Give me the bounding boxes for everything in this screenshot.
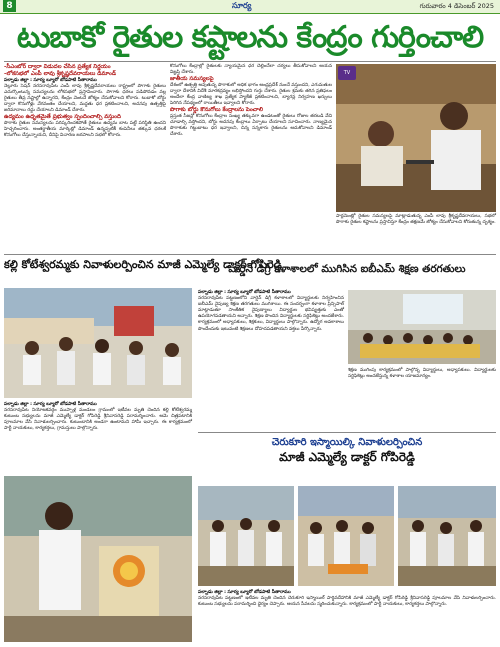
- article1-column-left: [4, 64, 166, 250]
- article1-subhead: జాతీయ సమస్యలపై: [170, 76, 214, 83]
- article2-body: నరసరావుపేట నియోజకవర్గం ముప్పాళ్ల మండలం గ్రామంలో ఇటీవల మృతి చెందిన కల్లి కోటేశ్వరమ్మ కుటుంబ సభ్యులను మాజీ ఎమ్మెల్యే డాక్టర్ గోపిరెడ్డి శ్రీనివాసరెడ్డి పరామర్శించారు. ఆమె చిత్రపటానికి పూలమాల వేసి నివాళులర్పించారు. కుటుంబానికి అండగా ఉంటామని హామీ ఇచ్చారు. ఈ కార్యక్రమంలో పార్టీ నాయకులు, కార్యకర్తలు, గ్రామస్తులు పాల్గొన్నారు.: [4, 408, 192, 432]
- article4-photo-3: [398, 486, 496, 586]
- article3-photo: [348, 290, 496, 364]
- article1-subhead: -లోకసభలో ఎంపీ లావు శ్రీకృష్ణదేవరాయలు డిమాండ్: [4, 70, 117, 77]
- tribute-group-image: [298, 486, 394, 586]
- article1-body: నెల్లూరు సెషన్ నరసరావుపేట ఎంపీ లావు శ్రీకృష్ణదేవరాయలు రాష్ట్రంలో పొగాకు రైతులు ఎదుర్కొంటున్న సమస్యలను లోకసభలో ప్రస్తావించారు. పొగాకు ధరలు పడిపోవడం వల్ల రైతులు తీవ్ర నష్టాల్లో ఉన్నారని, కేంద్రం వెంటనే జోక్యం చేసుకోవాలని కోరారు. టుబాకో బోర్డు ద్వారా కొనుగోళ్లు వేగవంతం చేయాలని, మద్దతు ధర ప్రకటించాలని, అదనపు ఉత్పత్తిపై జరిమానాలు రద్దు చేయాలని డిమాండ్ చేశారు.: [4, 83, 166, 114]
- article1-body: పొగాకు రైతుల సమస్యలను పరిష్కరించకపోతే రైతులు ఉద్యమ బాట పట్టే పరిస్థితి ఉందని హెచ్చరించారు. అంతర్జాతీయ మార్కెట్లో డిమాండ్ ఉన్నప్పటికీ కంపెనీలు తక్కువ ధరలకే కొనుగోలు చేస్తున్నాయని, దీనిపై విచారణ జరపాలని సభలో కోరారు.: [4, 120, 166, 139]
- article4-headline-sub: మాజీ ఎమ్మెల్యే డాక్టర్ గోపిరెడ్డి: [279, 450, 415, 464]
- page-number: 8: [3, 0, 16, 12]
- divider: [4, 61, 496, 62]
- article1-photo-caption: పార్లమెంట్లో రైతుల సమస్యలపై మాట్లాడుతున్న ఎంపీ లావు శ్రీకృష్ణదేవరాయలు, సభలో పొగాకు రైతుల కష్టాలను ప్రస్తావిస్తూ కేంద్రం తక్షణమే జోక్యం చేసుకోవాలని కోరుతున్న దృశ్యం.: [336, 214, 496, 225]
- article4-headline: చెరుకూరి ఇస్మాయిల్కి నివాళులర్పించిన: [271, 437, 423, 448]
- main-headline: టుబాకో రైతుల కష్టాలను కేంద్రం గుర్తించాలి: [16, 20, 484, 55]
- article1-dateline: పల్నాడు జిల్లా : సూర్య బ్యూరో బోడపాటి సీతారాము: [4, 77, 97, 83]
- article1-subhead: -సీఎంబోర్ ద్వారా విడుదల చేసిన ప్రత్యేక నిర్ణయం: [4, 64, 111, 70]
- article3-text: [198, 290, 344, 430]
- article4-dateline: పల్నాడు జిల్లా : సూర్య బ్యూరో బోడపాటి సీతారాము: [198, 590, 291, 595]
- issue-date: గురువారం 4 డిసెంబర్ 2025: [419, 2, 494, 10]
- divider: [4, 254, 496, 255]
- article4-body: నరసరావుపేట పట్టణంలో ఇటీవల మృతి చెందిన చెరుకూరి ఇస్మాయిల్ పార్థివదేహానికి మాజీ ఎమ్మెల్యే డాక్టర్ గోపిరెడ్డి శ్రీనివాసరెడ్డి పూలమాల వేసి నివాళులర్పించారు. కుటుంబ సభ్యులను పరామర్శించి ధైర్యం చెప్పారు. ఆయన సేవలను స్మరించుకున్నారు. కార్యక్రమంలో పార్టీ నాయకులు, కార్యకర్తలు పాల్గొన్నారు.: [198, 596, 496, 608]
- article2-dateline: పల్నాడు జిల్లా : సూర్య బ్యూరో బోడపాటి సీతారాము: [4, 402, 97, 407]
- parliament-speaker-image: [336, 64, 496, 212]
- article1-photo: [336, 64, 496, 212]
- article4-photo-2: [298, 486, 394, 586]
- article4-photo-1: [198, 486, 294, 586]
- article2-headline: కల్లి కోటేశ్వరమ్మకు నివాళులర్పించిన మాజీ ఎమ్మెల్యే డాక్టర్ గోపిరెడ్డి: [4, 258, 282, 271]
- tribute-gathering-image: [4, 288, 192, 398]
- article3-headline: వార్డెన్ డిగ్రీ కళాశాలలో ముగిసిన ఐబీఎమ్ శిక్షణ తరగతులు: [228, 263, 466, 275]
- article1-body: ప్రస్తుత సీజన్లో కొనుగోలు కేంద్రాల సంఖ్య తక్కువగా ఉండటంతో రైతులు రోజుల తరబడి వేచి చూడాల్సి వస్తోందని, బోర్డు అదనపు కేంద్రాలు ఏర్పాటు చేయాలని సూచించారు. నాణ్యమైన పొగాకుకు గిట్టుబాటు ధర ఇవ్వాలని, చిన్న సన్నకారు రైతులను ఆదుకోవాలని డిమాండ్ చేశారు.: [170, 114, 332, 138]
- tv-logo-icon: TV: [338, 66, 356, 80]
- paper-name: సూర్య: [232, 1, 252, 10]
- classroom-image: [348, 290, 496, 364]
- tribute-group-image: [398, 486, 496, 586]
- article1-subhead: ఉద్యమం ఉధృతమైతే ప్రభుత్వం స్పందించాల్సి వస్తుంది: [4, 114, 121, 121]
- article3-photo-caption: శిక్షణ ముగింపు కార్యక్రమంలో పాల్గొన్న విద్యార్థులు, అధ్యాపకులు. విద్యార్థులకు సర్టిఫికెట్లు అందజేస్తున్న కళాశాల యాజమాన్యం.: [348, 368, 496, 379]
- masthead: [0, 0, 500, 14]
- article1-subhead: పొగాకు బోర్డు కొనుగోలు కేంద్రాలను పెంచాలి: [170, 107, 263, 114]
- article4-text: [198, 590, 496, 644]
- article2-photo: [4, 288, 192, 398]
- article1-body: కొనుగోలు కేంద్రాల్లో రైతులకు న్యాయమైన ధర చెల్లించేలా చర్యలు తీసుకోవాలని ఆయన విజ్ఞప్తి చేశారు.: [170, 64, 332, 76]
- tribute-group-image: [198, 486, 294, 586]
- article1-column-mid: [170, 64, 332, 250]
- article2-text: [4, 402, 192, 474]
- article3-body: నరసరావుపేట పట్టణంలోని వార్డెన్ డిగ్రీ కళాశాలలో విద్యార్థులకు నిర్వహించిన ఐబీఎమ్ నైపుణ్య శిక్షణ తరగతులు ముగిశాయి. ఈ సందర్భంగా కళాశాల ప్రిన్సిపాల్ మాట్లాడుతూ సాంకేతిక నైపుణ్యాలు విద్యార్థుల భవిష్యత్తుకు ఎంతో ఉపయోగపడతాయని అన్నారు. శిక్షణ పొందిన విద్యార్థులకు సర్టిఫికెట్లు అందజేశారు. కార్యక్రమంలో అధ్యాపకులు, శిక్షకులు, విద్యార్థులు పాల్గొన్నారు. ఉద్యోగ అవకాశాలు పొందేందుకు ఇటువంటి శిక్షణలు దోహదపడతాయని వక్తలు పేర్కొన్నారు.: [198, 296, 344, 332]
- garlanding-portrait-image: [4, 476, 192, 642]
- divider: [198, 432, 496, 433]
- article1-body: దేశంలో ఉత్పత్తి అవుతున్న పొగాకులో అధిక భాగం ఆంధ్రప్రదేశ్ నుంచే వస్తుందని, ఎగుమతుల ద్వారా దేశానికి విదేశీ మారకద్రవ్యం లభిస్తోందని గుర్తు చేశారు. రైతుల శ్రమకు తగిన ప్రతిఫలం అందేలా కేంద్ర వాణిజ్య శాఖ ప్రత్యేక ప్యాకేజీ ప్రకటించాలని, బ్యారన్ల నిర్వహణ ఖర్చులు పెరిగిన నేపథ్యంలో రాయితీలు ఇవ్వాలని కోరారు.: [170, 82, 332, 107]
- article3-dateline: పల్నాడు జిల్లా : సూర్య బ్యూరో బోడపాటి సీతారాము: [198, 290, 291, 295]
- article2-photo-2: [4, 476, 192, 642]
